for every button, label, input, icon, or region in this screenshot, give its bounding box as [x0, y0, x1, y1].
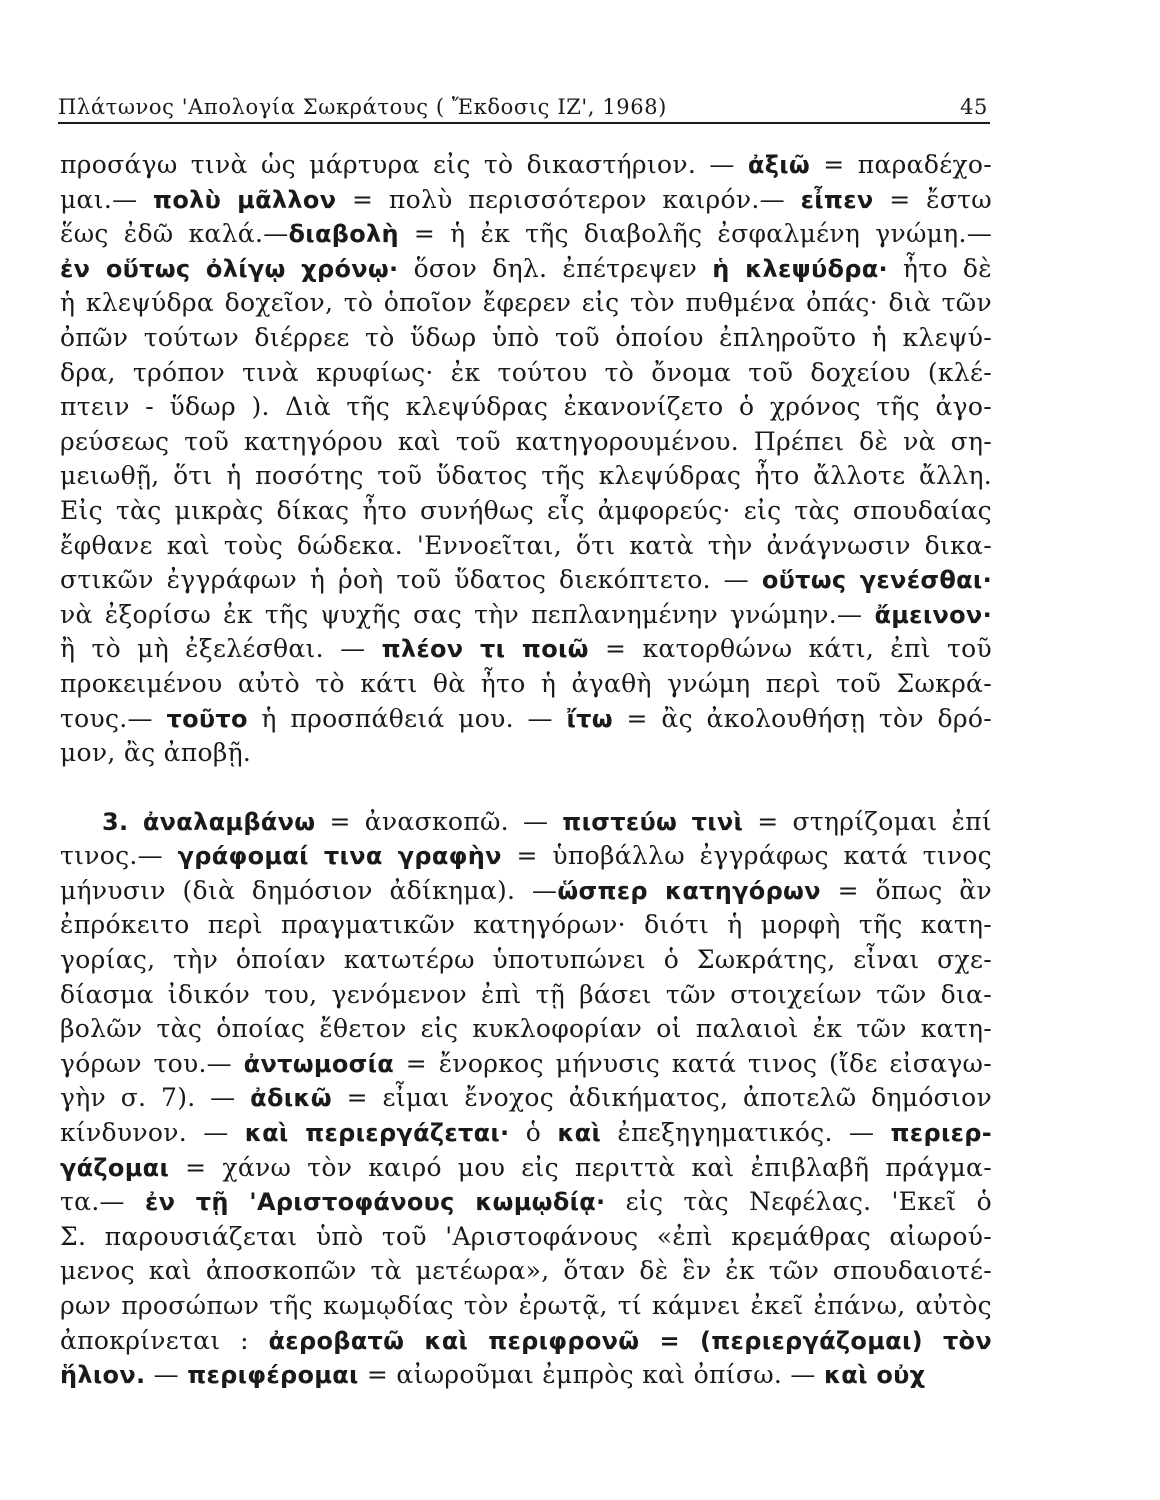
gloss-text: μαι.— — [60, 184, 154, 214]
gloss-text: προσάγω τινὰ ὡς μάρτυρα εἰς τὸ δικαστήριον. — — [60, 150, 748, 179]
gloss-text: ἡ προσπάθειά μου. — — [247, 703, 567, 733]
gloss-text: ρων προσώπων τῆς κωμῳδίας τὸν ἐρωτᾷ, τί κάμνει ἐκεῖ ἐπάνω, αὐτὸς — [60, 1291, 992, 1320]
gloss-text: = πολὺ περισσότερον καιρόν.— — [336, 184, 801, 214]
text-line — [60, 736, 992, 771]
text-line — [60, 1324, 992, 1359]
text-line — [60, 321, 992, 356]
lemma-term: ἀντωμοσία — [243, 1049, 395, 1078]
gloss-text: ἢ τὸ μὴ ἐξελέσθαι. — — [60, 634, 382, 664]
text-line — [60, 1358, 992, 1393]
lemma-term: ἄμεινον· — [874, 600, 992, 629]
text-line — [60, 874, 992, 909]
lemma-term: ἐν τῇ 'Αριστοφάνους κωμῳδίᾳ· — [144, 1188, 606, 1217]
text-line — [60, 425, 992, 460]
text-line — [60, 286, 992, 321]
lemma-term: περιφέρομαι — [187, 1361, 359, 1390]
lemma-term: καὶ οὐχ — [823, 1361, 926, 1390]
gloss-text: τους.— — [60, 703, 167, 733]
gloss-text: ἐπεξηγηματικός. — — [601, 1118, 891, 1148]
gloss-text: τινος.— — [60, 841, 178, 871]
text-line — [60, 943, 992, 978]
lemma-term: περιερ- — [890, 1119, 992, 1148]
gloss-text: ρεύσεως τοῦ κατηγόρου καὶ τοῦ κατηγορουμένου. Πρέπει δὲ νὰ ση- — [60, 426, 992, 456]
gloss-text: γόρων του.— — [60, 1048, 244, 1078]
gloss-text: γορίας, τὴν ὁποίαν κατωτέρω ὑποτυπώνει ὁ Σωκράτης, εἶναι σχε- — [60, 945, 992, 975]
page-number: 45 — [960, 95, 988, 119]
text-line — [60, 356, 992, 391]
lemma-term: γράφομαί τινα γραφὴν — [177, 842, 502, 871]
gloss-text: ἕως ἐδῶ καλά.— — [60, 219, 289, 249]
gloss-text: προκειμένου αὐτὸ τὸ κάτι θὰ ἦτο ἡ ἀγαθὴ γνώμη περὶ τοῦ Σωκρά- — [60, 668, 992, 698]
lemma-term: πιστεύω τινὶ — [562, 807, 744, 836]
text-line — [60, 1254, 992, 1289]
gloss-text: = εἶμαι ἔνοχος ἀδικήματος, ἀποτελῶ δημόσιον — [331, 1083, 992, 1113]
gloss-text: δρα, τρόπον τινὰ κρυφίως· ἐκ τούτου τὸ ὄνομα τοῦ δοχείου (κλέ- — [60, 357, 992, 387]
text-line — [60, 459, 992, 494]
gloss-text: = ἂς ἀκολουθήσῃ τὸν δρό- — [612, 703, 992, 733]
lemma-term: πλέον τι ποιῶ — [381, 635, 589, 664]
gloss-text: = κατορθώνω κάτι, ἐπὶ τοῦ — [588, 634, 992, 664]
gloss-text: — — [145, 1360, 188, 1390]
text-line — [60, 1185, 992, 1220]
text-line — [60, 978, 992, 1013]
text-line — [60, 252, 992, 287]
lemma-term: 3. ἀναλαμβάνω — [102, 807, 316, 836]
text-line — [60, 632, 992, 667]
text-line — [60, 1047, 992, 1082]
gloss-text: μον, ἂς ἀποβῇ. — [60, 738, 252, 768]
text-line — [60, 217, 992, 252]
gloss-text: Εἰς τὰς μικρὰς δίκας ἦτο συνήθως εἷς ἀμφορεύς· εἰς τὰς σπουδαίας — [60, 495, 992, 525]
gloss-text: = ὑποβάλλω ἐγγράφως κατά τινος — [501, 841, 992, 871]
body-text — [60, 148, 992, 1393]
lemma-term: ἐν οὕτως ὀλίγῳ χρόνῳ· — [60, 254, 399, 283]
lemma-term: ἴτω — [566, 704, 613, 733]
gloss-text: = αἰωροῦμαι ἐμπρὸς καὶ ὀπίσω. — — [358, 1360, 824, 1390]
lemma-term: ἡ κλεψύδρα· — [712, 254, 888, 283]
text-line — [60, 1289, 992, 1324]
text-line — [60, 1116, 992, 1151]
gloss-text: κίνδυνον. — — [60, 1118, 245, 1148]
text-line — [60, 908, 992, 943]
lemma-term: πολὺ μᾶλλον — [153, 185, 337, 214]
paragraph-1 — [60, 148, 992, 771]
text-line — [60, 1151, 992, 1186]
lemma-term: καὶ — [557, 1119, 602, 1148]
text-line — [60, 563, 992, 598]
text-line — [60, 529, 992, 564]
text-line — [60, 390, 992, 425]
gloss-text: ἔφθανε καὶ τοὺς δώδεκα. 'Εννοεῖται, ὅτι κατὰ τὴν ἀνάγνωσιν δικα- — [60, 530, 992, 560]
text-line — [60, 667, 992, 702]
page-header — [58, 88, 990, 124]
gloss-text: μήνυσιν (διὰ δημόσιον ἀδίκημα). — — [60, 875, 558, 905]
gloss-text: ἦτο δὲ — [887, 253, 992, 283]
gloss-text: = παραδέχο- — [810, 150, 992, 179]
lemma-term: γάζομαι — [60, 1153, 170, 1182]
paragraph-gap — [60, 771, 992, 805]
gloss-text: = ἔνορκος μήνυσις κατά τινος (ἴδε εἰσαγω- — [394, 1048, 992, 1078]
gloss-text: ὀπῶν τούτων διέρρεε τὸ ὕδωρ ὑπὸ τοῦ ὁποίου ἐπληροῦτο ἡ κλεψύ- — [60, 322, 992, 352]
text-line — [60, 805, 992, 840]
gloss-text: γὴν σ. 7). — — [60, 1083, 251, 1113]
gloss-text: στικῶν ἐγγράφων ἡ ῥοὴ τοῦ ὕδατος διεκόπτετο. — — [60, 565, 762, 595]
gloss-text: ἡ κλεψύδρα δοχεῖον, τὸ ὁποῖον ἔφερεν εἰς τὸν πυθμένα ὀπάς· διὰ τῶν — [60, 288, 992, 318]
gloss-text: ὅσον δηλ. ἐπέτρεψεν — [398, 253, 713, 283]
gloss-text: Σ. παρουσιάζεται ὑπὸ τοῦ 'Αριστοφάνους «ἐπὶ κρεμάθρας αἰωρού- — [60, 1221, 992, 1251]
lemma-term: ἥλιον. — [60, 1361, 146, 1390]
gloss-text: = χάνω τὸν καιρό μου εἰς περιττὰ καὶ ἐπιβλαβῆ πράγμα- — [169, 1152, 992, 1182]
gloss-text: εἰς τὰς Νεφέλας. 'Εκεῖ ὁ — [605, 1187, 992, 1217]
lemma-term: εἶπεν — [800, 185, 874, 214]
text-line — [60, 183, 992, 218]
gloss-text: = ἀνασκοπῶ. — — [315, 806, 563, 836]
running-title: Πλάτωνος 'Απολογία Σωκράτους ( Ἔκδοσις ΙΖ', 1968) — [58, 95, 667, 119]
gloss-text: βολῶν τὰς ὁποίας ἔθετον εἰς κυκλοφορίαν οἱ παλαιοὶ ἐκ τῶν κατη- — [60, 1014, 992, 1044]
gloss-text: = ἔστω — [873, 184, 992, 214]
lemma-term: ἀξιῶ — [747, 151, 811, 179]
gloss-text: ἐπρόκειτο περὶ πραγματικῶν κατηγόρων· διότι ἡ μορφὴ τῆς κατη- — [60, 910, 992, 940]
gloss-text: μειωθῇ, ὅτι ἡ ποσότης τοῦ ὕδατος τῆς κλεψύδρας ἦτο ἄλλοτε ἄλλη. — [60, 461, 992, 491]
gloss-text: = στηρίζομαι ἐπί — [743, 806, 993, 836]
text-line — [60, 1220, 992, 1255]
text-line — [60, 1081, 992, 1116]
gloss-text: τα.— — [60, 1187, 145, 1217]
text-line — [60, 148, 992, 183]
paragraph-2 — [60, 805, 992, 1393]
lemma-term: καὶ περιεργάζεται· — [244, 1119, 510, 1148]
lemma-term: τοῦτο — [166, 704, 248, 733]
lemma-term: ἀεροβατῶ καὶ περιφρονῶ = (περιεργάζομαι) τὸν — [268, 1326, 992, 1355]
lemma-term: ἀδικῶ — [250, 1084, 332, 1113]
gloss-text: νὰ ἐξορίσω ἐκ τῆς ψυχῆς σας τὴν πεπλανημένην γνώμην.— — [60, 599, 875, 629]
gloss-text: δίασμα ἰδικόν του, γενόμενον ἐπὶ τῇ βάσει τῶν στοιχείων τῶν δια- — [60, 979, 992, 1009]
gloss-text: = ἡ ἐκ τῆς διαβολῆς ἐσφαλμένη γνώμη.— — [398, 219, 992, 249]
text-line — [60, 494, 992, 529]
gloss-text: πτειν - ὕδωρ ). Διὰ τῆς κλεψύδρας ἐκανονίζετο ὁ χρόνος τῆς ἀγο- — [60, 392, 992, 422]
gloss-text: ἀποκρίνεται : — [60, 1325, 269, 1355]
gloss-text: ὁ — [509, 1118, 558, 1148]
text-line — [60, 702, 992, 737]
gloss-text: μενος καὶ ἀποσκοπῶν τὰ μετέωρα», ὅταν δὲ ἓν ἐκ τῶν σπουδαιοτέ- — [60, 1256, 992, 1286]
lemma-term: οὕτως γενέσθαι· — [761, 566, 992, 595]
gloss-text: = ὅπως ἂν — [820, 875, 992, 905]
text-line — [60, 1012, 992, 1047]
text-line — [60, 598, 992, 633]
lemma-term: διαβολὴ — [288, 220, 399, 249]
lemma-term: ὥσπερ κατηγόρων — [557, 876, 821, 905]
text-line — [60, 839, 992, 874]
